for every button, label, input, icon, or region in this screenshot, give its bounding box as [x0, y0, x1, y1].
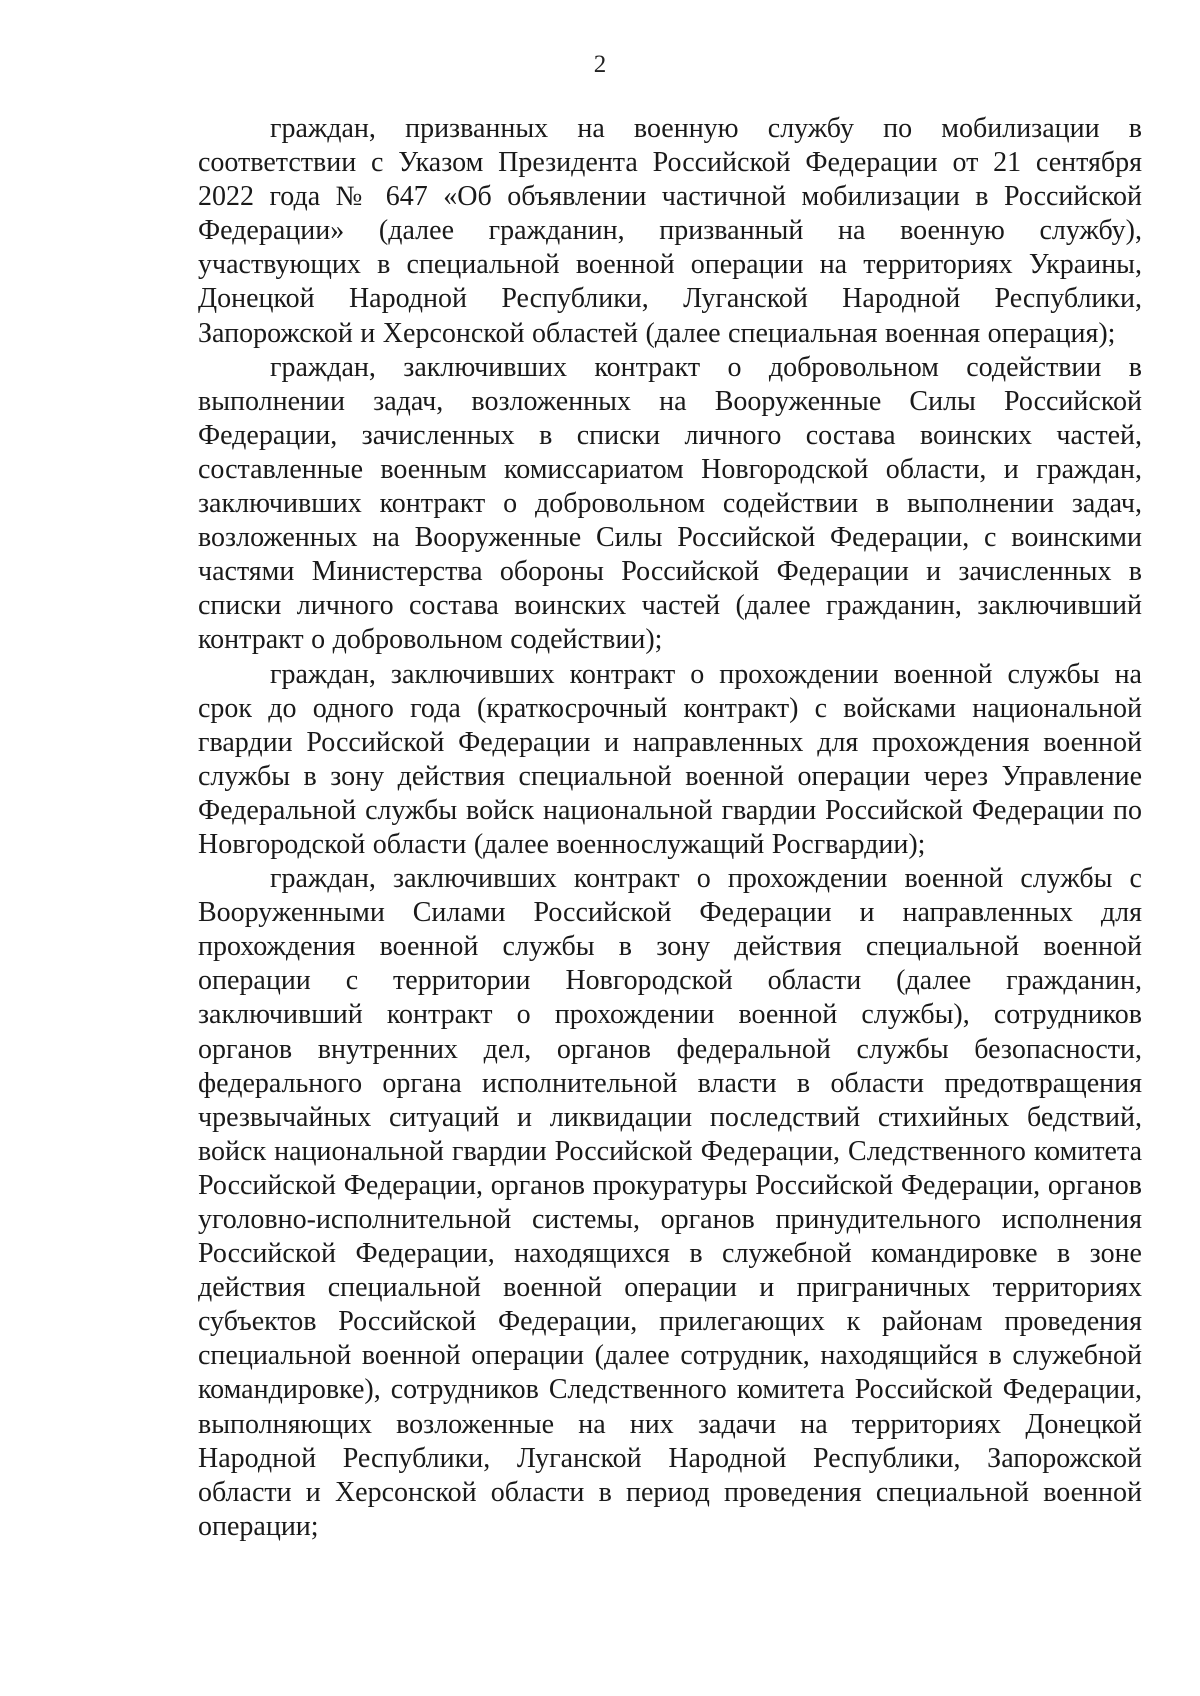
paragraph-mobilized-citizens: граждан, призванных на военную службу по мобилизации в соответствии с Указом Президента Российской Федерации от 21 сентября 2022 года № 647 «Об объявлении частичной мобилизации в Российской Федерации» (далее гражданин, призванный на военную службу), участвующих в специальной военной операции на территориях Украины, Донецкой Народной Республики, Луганской Народной Республики, Запорожской и Херсонской областей (далее специальная военная операция); [198, 113, 1142, 349]
page-number: 2 [593, 51, 607, 78]
paragraph-service-contract-officers: граждан, заключивших контракт о прохождении военной службы с Вооруженными Силами Российской Федерации и направленных для прохождения военной службы в зону действия специальной военной операции с территории Новгородской области (далее гражданин, заключивший контракт о прохождении военной службы), сотрудников органов внутренних дел, органов федеральной службы безопасности, федерального органа исполнительной власти в области предотвращения чрезвычайных ситуаций и ликвидации последствий стихийных бедствий, войск национальной гвардии Российской Федерации, Следственного комитета Российской Федерации, органов прокуратуры Российской Федерации, органов уголовно-исполнительной системы, органов принудительного исполнения Российской Федерации, находящихся в служебной командировке в зоне действия специальной военной операции и приграничных территориях субъектов Российской Федерации, прилегающих к районам проведения специальной военной операции (далее сотрудник, находящийся в служебной командировке), сотрудников Следственного комитета Российской Федерации, выполняющих возложенные на них задачи на территориях Донецкой Народной Республики, Луганской Народной Республики, Запорожской области и Херсонской области в период проведения специальной военной операции; [198, 863, 1142, 1542]
document-body [198, 112, 1142, 1544]
paragraph-rosgvardia-contract: граждан, заключивших контракт о прохождении военной службы на срок до одного года (краткосрочный контракт) с войсками национальной гвардии Российской Федерации и направленных для прохождения военной службы в зону действия специальной военной операции через Управление Федеральной службы войск национальной гвардии Российской Федерации по Новгородской области (далее военнослужащий Росгвардии); [198, 658, 1142, 860]
paragraph-volunteer-contract: граждан, заключивших контракт о добровольном содействии в выполнении задач, возложенных на Вооруженные Силы Российской Федерации, зачисленных в списки личного состава воинских частей, составленные военным комиссариатом Новгородской области, и граждан, заключивших контракт о добровольном содействии в выполнении задач, возложенных на Вооруженные Силы Российской Федерации, с воинскими частями Министерства обороны Российской Федерации и зачисленных в списки личного состава воинских частей (далее гражданин, заключивший контракт о добровольном содействии); [198, 351, 1142, 656]
